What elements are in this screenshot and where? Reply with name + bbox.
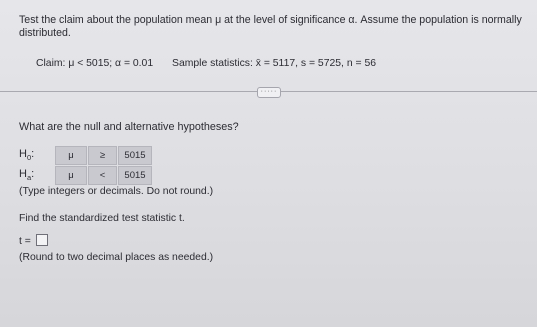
null-parameter-select[interactable]: μ [55,146,87,165]
round-instruction: (Round to two decimal places as needed.) [19,252,214,263]
type-instruction: (Type integers or decimals. Do not round.) [19,186,214,197]
alternative-operator-select[interactable]: < [88,166,117,185]
t-answer-row [19,236,48,247]
claim-row [36,58,376,69]
alternative-hypothesis-label: $H_a$: [19,168,35,183]
problem-statement: Test the claim about the population mean μ at the level of significance α. Assume the population is normally distributed. [19,14,522,39]
alternative-value-input[interactable]: 5015 [118,166,152,185]
null-hypothesis-label: $H_0$: [19,148,35,163]
question-text: What are the null and alternative hypotheses? [19,121,239,133]
null-value-input[interactable]: 5015 [118,146,152,165]
t-answer-input[interactable] [36,234,48,246]
expand-handle[interactable]: ····· [257,87,281,98]
claim-text: Claim: μ < 5015; α = 0.01 [36,58,154,69]
t-label: t = [19,236,31,247]
sample-statistics: Sample statistics: x̄ = 5117, s = 5725, n = 56 [172,58,377,69]
find-test-statistic: Find the standardized test statistic t. [19,213,185,224]
null-operator-select[interactable]: ≥ [88,146,117,165]
alternative-parameter-select[interactable]: μ [55,166,87,185]
